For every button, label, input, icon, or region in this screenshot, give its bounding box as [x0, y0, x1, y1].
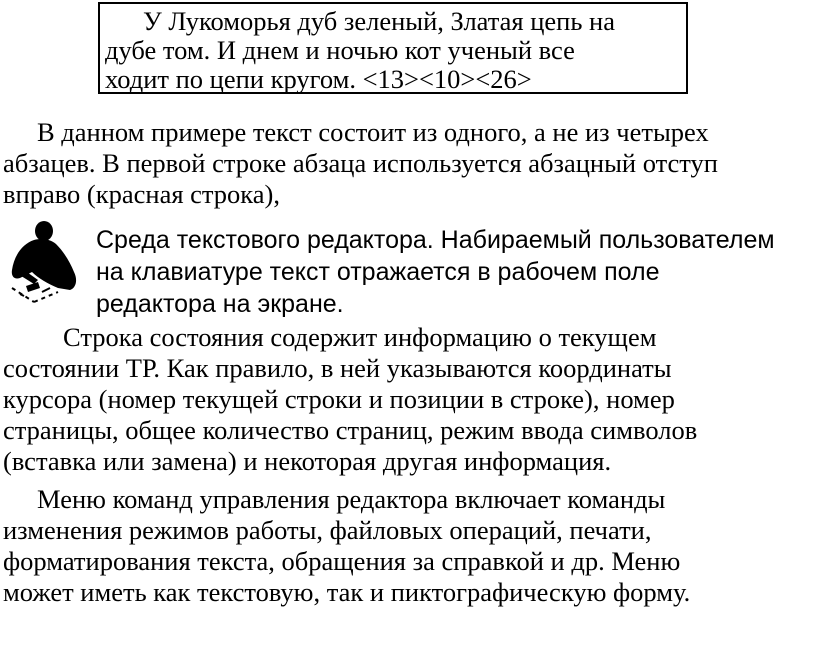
note-line: редактора на экране.: [96, 290, 344, 318]
paragraph-example-explanation: [3, 117, 811, 210]
paragraph-line: форматирования текста, обращения за справкой и др. Меню: [3, 546, 681, 576]
paragraph-line: курсора (номер текущей строки и позиции в строке), номер: [3, 384, 675, 414]
boxed-example-line: дубе том. И днем и ночью кот ученый все: [105, 35, 575, 65]
paragraph-line: может иметь как текстовую, так и пиктографическую форму.: [3, 577, 691, 607]
note-line: Среда текстового редактора. Набираемый пользователем: [96, 226, 775, 254]
boxed-example-text: [98, 2, 688, 94]
paragraph-line: состоянии ТР. Как правило, в ней указываются координаты: [3, 353, 672, 383]
paragraph-command-menu: [3, 484, 811, 608]
paragraph-status-bar: [3, 322, 811, 477]
paragraph-line: абзацев. В первой строке абзаца используется абзацный отступ: [3, 148, 718, 178]
boxed-example-line: У Лукоморья дуб зеленый, Златая цепь на: [143, 6, 616, 36]
person-at-desk-icon: [4, 218, 84, 310]
boxed-example-line: ходит по цепи кругом. <13><10><26>: [105, 64, 532, 94]
text-editor-environment-note: [96, 224, 810, 320]
paragraph-line: вправо (красная строка),: [3, 179, 280, 209]
paragraph-line: (вставка или замена) и некоторая другая информация.: [3, 446, 612, 476]
paragraph-line: Строка состояния содержит информацию о текущем: [63, 322, 657, 352]
paragraph-line: Меню команд управления редактора включает команды: [37, 484, 666, 514]
note-line: на клавиатуре текст отражается в рабочем поле: [96, 258, 660, 286]
paragraph-line: страницы, общее количество страниц, режим ввода символов: [3, 415, 698, 445]
paragraph-line: В данном примере текст состоит из одного, а не из четырех: [37, 117, 709, 147]
paragraph-line: изменения режимов работы, файловых операций, печати,: [3, 515, 652, 545]
